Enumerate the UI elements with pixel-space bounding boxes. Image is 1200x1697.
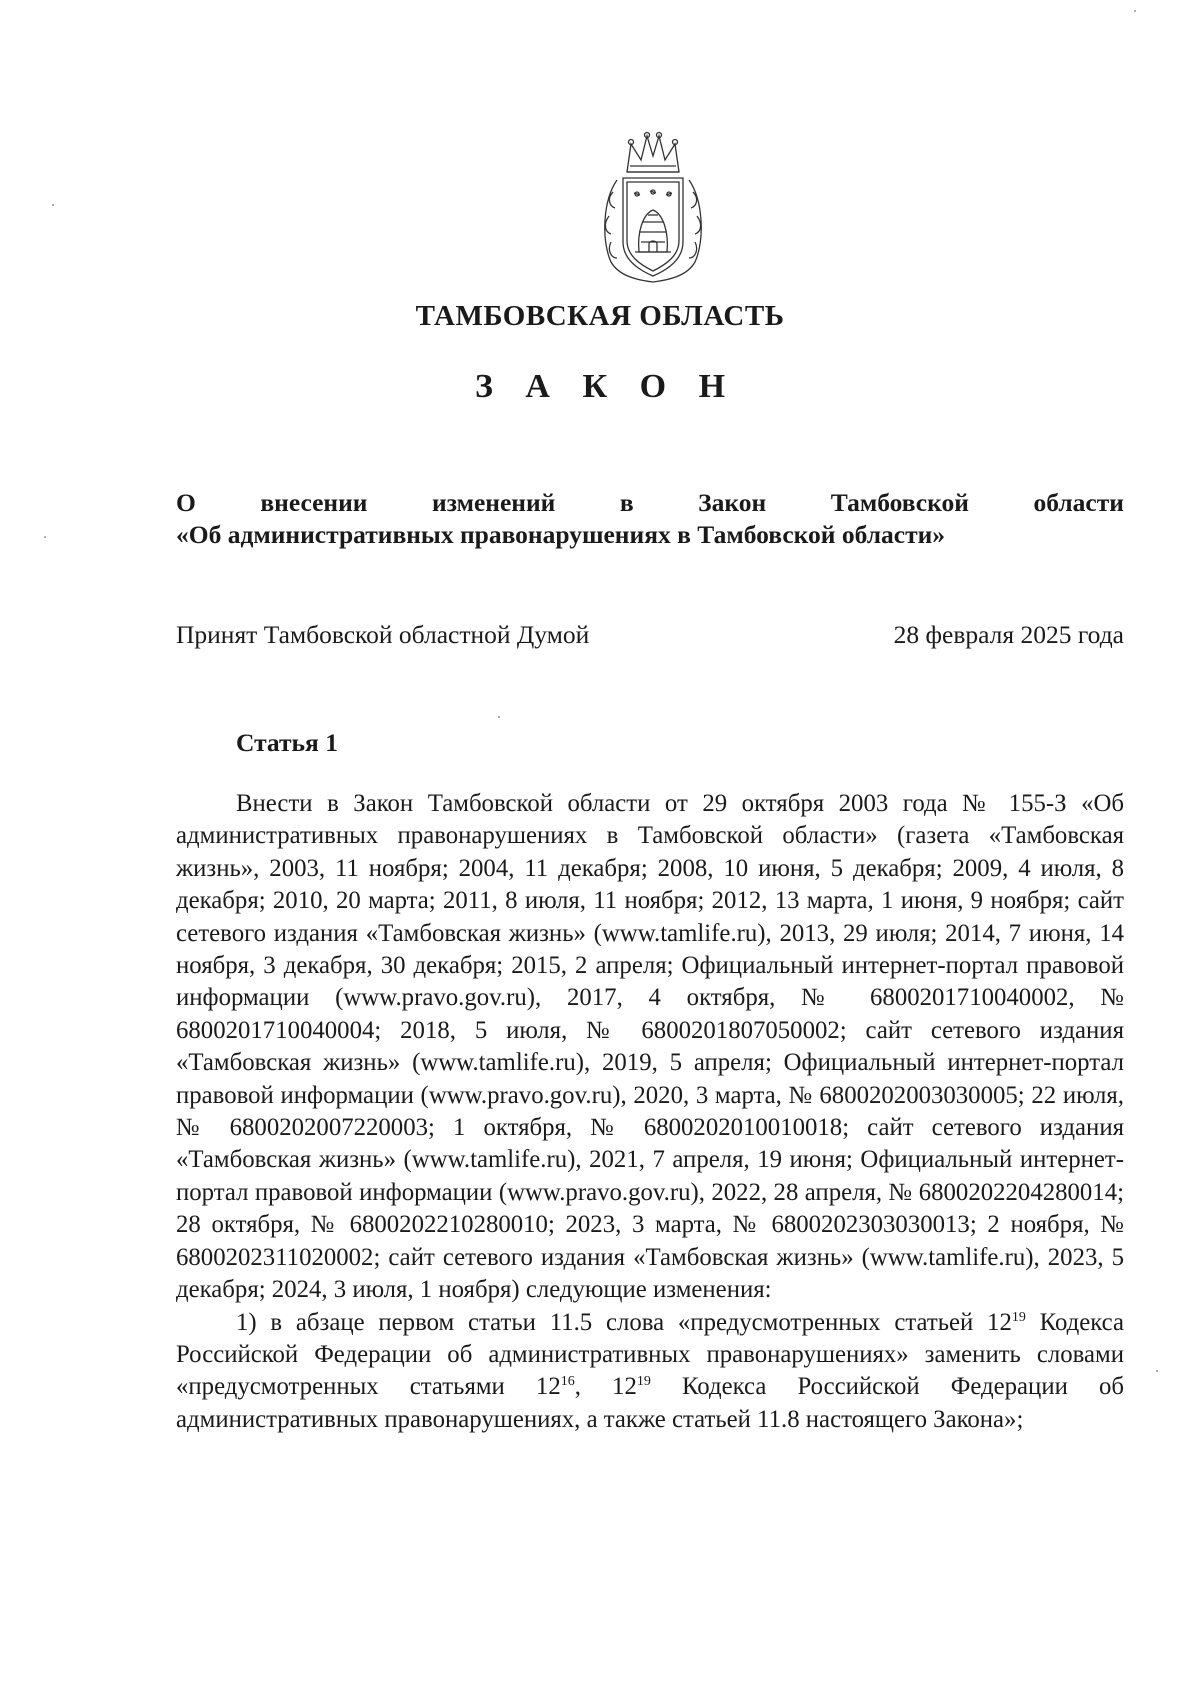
title-word: внесении <box>260 488 368 517</box>
article-paragraph: Внести в Закон Тамбовской области от 29 октября 2003 года № 155-З «Об административных правонарушениях в Тамбовской области» (газета «Тамбовская жизнь», 2003, 11 ноября; 2004, 11 декабря; 2008, 10 июня, 5 декабря; 2009, 4 июля, 8 декабря; 2010, 20 марта; 2011, 8 июля, 11 ноября; 2012, 13 марта, 1 июня, 9 ноября; сайт сетевого издания «Тамбовская жизнь» (www.tamlife.ru), 2013, 29 июля; 2014, 7 июня, 14 ноября, 3 декабря, 30 декабря; 2015, 2 апреля; Официальный интернет-портал правовой информации (www.pravo.gov.ru), 2017, 4 октября, № 6800201710040002, № 6800201710040004; 2018, 5 июля, № 6800201807050002; сайт сетевого издания «Тамбовская жизнь» (www.tamlife.ru), 2019, 5 апреля; Официальный интернет-портал правовой информации (www.pravo.gov.ru), 2020, 3 марта, № 6800202003030005; 22 июля, № 6800202007220003; 1 октября, № 6800202010010018; сайт сетевого издания «Тамбовская жизнь» (www.tamlife.ru), 2021, 7 апреля, 19 июня; Официальный интернет-портал правовой информации (www.pravo.gov.ru), 2022, 28 апреля, № 6800202204280014; 28 октября, № 6800202210280010; 2023, 3 марта, № 6800202303030013; 2 ноября, № 6800202311020002; сайт сетевого издания «Тамбовская жизнь» (www.tamlife.ru), 2023, 5 декабря; 2024, 3 июля, 1 ноября) следующие изменения: <box>176 790 1124 1304</box>
title-word: области <box>1033 488 1124 517</box>
law-title-line-2: «Об административных правонарушениях в Тамбовской области» <box>176 520 946 549</box>
scan-speck <box>52 204 54 206</box>
article-body <box>176 788 1124 1436</box>
title-word: изменений <box>432 488 556 517</box>
scan-speck <box>498 716 500 718</box>
title-word: О <box>176 488 196 517</box>
adoption-date: 28 февраля 2025 года <box>893 620 1124 649</box>
title-word: в <box>619 488 634 517</box>
document-type: З А К О Н <box>474 368 738 405</box>
article-item-1 <box>176 1307 1124 1437</box>
item-text: 1) в абзаце первом статьи 11.5 слова «предусмотренных статьей 12 <box>236 1308 1012 1336</box>
law-title-line-1 <box>176 487 1124 519</box>
law-title <box>176 487 1124 551</box>
adoption-line <box>176 620 1124 650</box>
item-text: Кодекса Российской Федерации об административных правонарушениях» заменить словами «предусмотренных статьями 12 <box>176 1308 1124 1401</box>
superscript: 19 <box>1011 1309 1026 1325</box>
adopted-by: Принят Тамбовской областной Думой <box>176 620 590 649</box>
title-word: Закон <box>698 488 767 517</box>
item-text: Кодекса Российской Федерации об административных правонарушениях, а также статьей 11.8 настоящего Закона»; <box>176 1373 1124 1433</box>
superscript: 19 <box>636 1374 651 1390</box>
scan-speck <box>1156 1370 1158 1372</box>
region-name: ТАМБОВСКАЯ ОБЛАСТЬ <box>415 300 785 332</box>
tambov-coat-of-arms-icon <box>597 130 709 290</box>
scan-speck <box>44 536 46 538</box>
scan-speck <box>1134 10 1136 12</box>
superscript: 16 <box>560 1374 575 1390</box>
item-text: , 12 <box>574 1373 637 1401</box>
title-word: Тамбовской <box>830 488 969 517</box>
article-heading: Статья 1 <box>236 728 338 757</box>
